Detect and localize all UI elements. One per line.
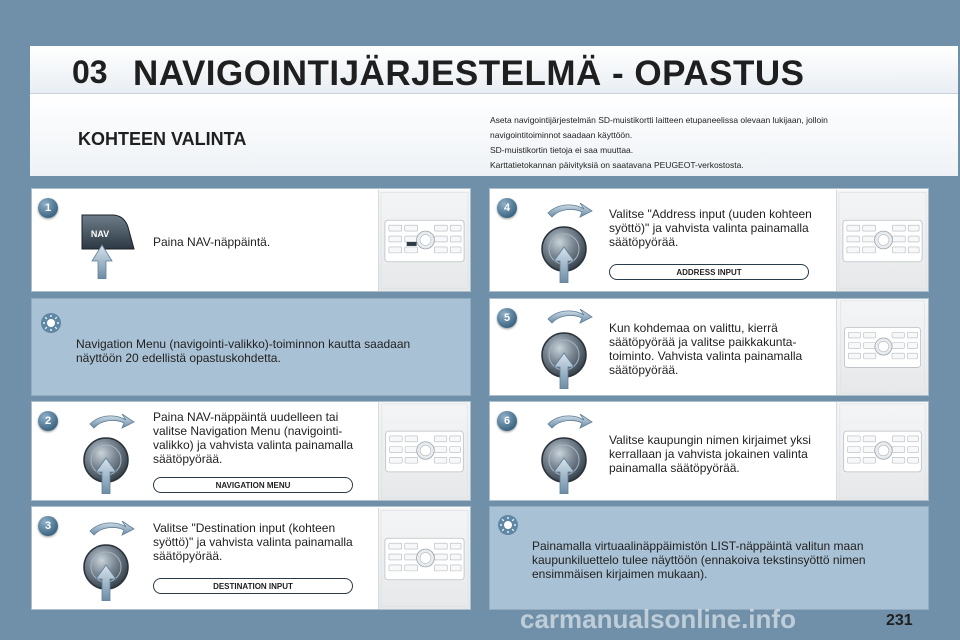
control-panel-image [836, 190, 928, 291]
nav-key-label: NAV [90, 229, 110, 239]
step-1-badge: 1 [38, 198, 58, 218]
control-dial-icon [534, 309, 594, 389]
page-number: 231 [886, 612, 913, 629]
intro-text [490, 113, 930, 173]
control-dial-icon [76, 414, 136, 494]
step-2-panel [31, 401, 471, 501]
control-dial-icon [534, 414, 594, 494]
chapter-number: 03 [72, 54, 108, 90]
intro-line: navigointitoiminnot saadaan käyttöön. [490, 130, 633, 140]
intro-line: Aseta navigointijärjestelmän SD-muistikortti laitteen etupaneelissa olevaan lukijaan, jolloin [490, 115, 828, 125]
step-4-panel [489, 188, 929, 292]
nav-key-icon [78, 209, 138, 279]
tip-1-panel [31, 298, 471, 396]
step-1-text: Paina NAV-näppäintä. [153, 235, 271, 249]
step-3-text: Valitse "Destination input (kohteen syöttö)" ja vahvista valinta painamalla säätöpyörää. [153, 521, 353, 563]
control-dial-icon [76, 521, 136, 601]
step-5-text: Kun kohdemaa on valittu, kierrä säätöpyörää ja valitse paikkakunta-toiminto. Vahvista valinta painamalla säätöpyörää. [609, 321, 803, 377]
address-input-pill: ADDRESS INPUT [609, 264, 809, 280]
control-panel-image [378, 508, 470, 609]
step-1-panel [31, 188, 471, 292]
control-panel-image [378, 190, 470, 291]
page-title: NAVIGOINTIJÄRJESTELMÄ - OPASTUS [133, 54, 805, 93]
destination-input-pill: DESTINATION INPUT [153, 578, 353, 594]
sun-tip-icon [40, 312, 62, 334]
tip-2-text: Painamalla virtuaalinäppäimistön LIST-näppäintä valitun maan kaupunkiluettelo tulee näyttöön (ennakoiva tekstinsyöttö nimen ensimmäisen kirjaimen mukaan). [532, 539, 866, 581]
tip-2-panel [489, 506, 929, 610]
step-4-text: Valitse "Address input (uuden kohteen syöttö)" ja vahvista valinta painamalla säätöpyörää. [609, 207, 812, 249]
navigation-menu-pill: NAVIGATION MENU [153, 477, 353, 493]
step-5-panel [489, 298, 929, 396]
section-title: KOHTEEN VALINTA [78, 129, 247, 149]
step-5-badge: 5 [497, 308, 517, 328]
step-4-badge: 4 [497, 198, 517, 218]
control-panel-image [378, 402, 470, 500]
control-dial-icon [534, 203, 594, 283]
step-2-text: Paina NAV-näppäintä uudelleen tai valitse Navigation Menu (navigointi-valikko) ja vahvista valinta painamalla säätöpyörää. [153, 410, 354, 466]
control-panel-image [836, 402, 928, 500]
step-3-panel [31, 506, 471, 610]
tip-1-text: Navigation Menu (navigointi-valikko)-toiminnon kautta saadaan näyttöön 20 edellistä opastuskohdetta. [76, 337, 411, 365]
intro-line: Karttatietokannan päivityksiä on saatavana PEUGEOT-verkostosta. [490, 160, 744, 170]
step-2-badge: 2 [38, 411, 58, 431]
step-6-badge: 6 [497, 411, 517, 431]
control-panel-image [836, 299, 928, 395]
watermark: carmanualsonline.info [520, 604, 796, 634]
sun-tip-icon [497, 514, 519, 536]
step-6-panel [489, 401, 929, 501]
step-6-text: Valitse kaupungin nimen kirjaimet yksi kerrallaan ja vahvista jokainen valinta painamalla säätöpyörää. [609, 433, 811, 475]
intro-line: SD-muistikortin tietoja ei saa muuttaa. [490, 145, 634, 155]
step-3-badge: 3 [38, 516, 58, 536]
